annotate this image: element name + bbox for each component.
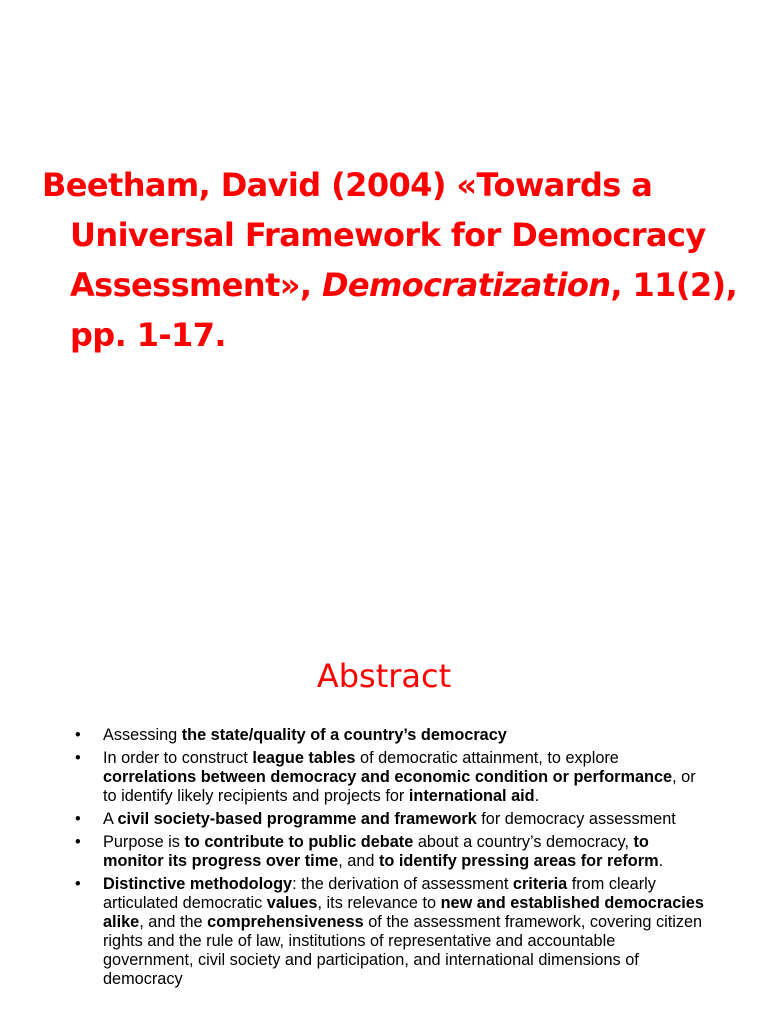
bullet-icon: • xyxy=(75,833,81,851)
journal-name: Democratization xyxy=(321,266,611,304)
bullet-icon: • xyxy=(75,726,81,744)
bullet-text: . xyxy=(534,787,540,805)
bullet-text: Purpose is xyxy=(103,833,185,851)
bullet-item xyxy=(75,833,705,871)
citation-title xyxy=(42,160,768,360)
bullet-text: , its relevance to xyxy=(317,894,441,912)
citation-prefix: Beetham, David (2004) «Towards a Universal Framework for Democracy Assessment», xyxy=(42,166,706,304)
bullet-icon: • xyxy=(75,875,81,893)
bullet-bold-text: the state/quality of a country’s democracy xyxy=(181,726,507,744)
bullet-bold-text: civil society-based programme and framework xyxy=(117,810,477,828)
bullet-item xyxy=(75,810,705,829)
bullet-text: : the derivation of assessment xyxy=(292,875,513,893)
bullet-item xyxy=(75,875,705,989)
bullet-icon: • xyxy=(75,810,81,828)
bullet-bold-text: new and established democracies alike xyxy=(103,894,704,931)
bullet-text: of the assessment framework, covering citizen rights and the rule of law, institutions of representative and accountable government, civil society and participation, and international dimensions of democracy xyxy=(103,913,703,988)
bullet-bold-text: criteria xyxy=(512,875,568,893)
bullet-bold-text: correlations between democracy and economic condition or performance xyxy=(103,768,673,786)
bullet-item xyxy=(75,749,705,806)
bullet-text: , or to identify likely recipients and projects for xyxy=(103,768,696,805)
bullet-text: A xyxy=(103,810,118,828)
bullet-text: , and the xyxy=(139,913,208,931)
bullet-bold-text: international aid xyxy=(408,787,535,805)
bullet-text: , and xyxy=(338,852,379,870)
bullet-bold-text: Distinctive methodology xyxy=(103,875,293,893)
bullet-item xyxy=(75,726,705,745)
bullet-bold-text: to identify pressing areas for reform xyxy=(378,852,659,870)
citation-suffix: , 11(2), pp. 1-17. xyxy=(70,266,738,354)
bullet-bold-text: league tables xyxy=(252,749,356,767)
bullet-bold-text: to monitor its progress over time xyxy=(103,833,649,870)
bullet-text: of democratic attainment, to explore xyxy=(355,749,619,767)
bullet-text: from clearly articulated democratic xyxy=(103,875,656,912)
bullet-bold-text: to contribute to public debate xyxy=(184,833,414,851)
bullet-bold-text: comprehensiveness xyxy=(207,913,364,931)
bullet-text: for democracy assessment xyxy=(476,810,676,828)
abstract-heading: Abstract xyxy=(316,657,452,695)
bullet-text: Assessing xyxy=(103,726,182,744)
bullet-bold-text: values xyxy=(266,894,318,912)
bullet-text: . xyxy=(658,852,664,870)
abstract-bullet-list xyxy=(75,726,705,993)
bullet-text: about a country’s democracy, xyxy=(413,833,634,851)
bullet-text: In order to construct xyxy=(103,749,253,767)
bullet-icon: • xyxy=(75,749,81,767)
